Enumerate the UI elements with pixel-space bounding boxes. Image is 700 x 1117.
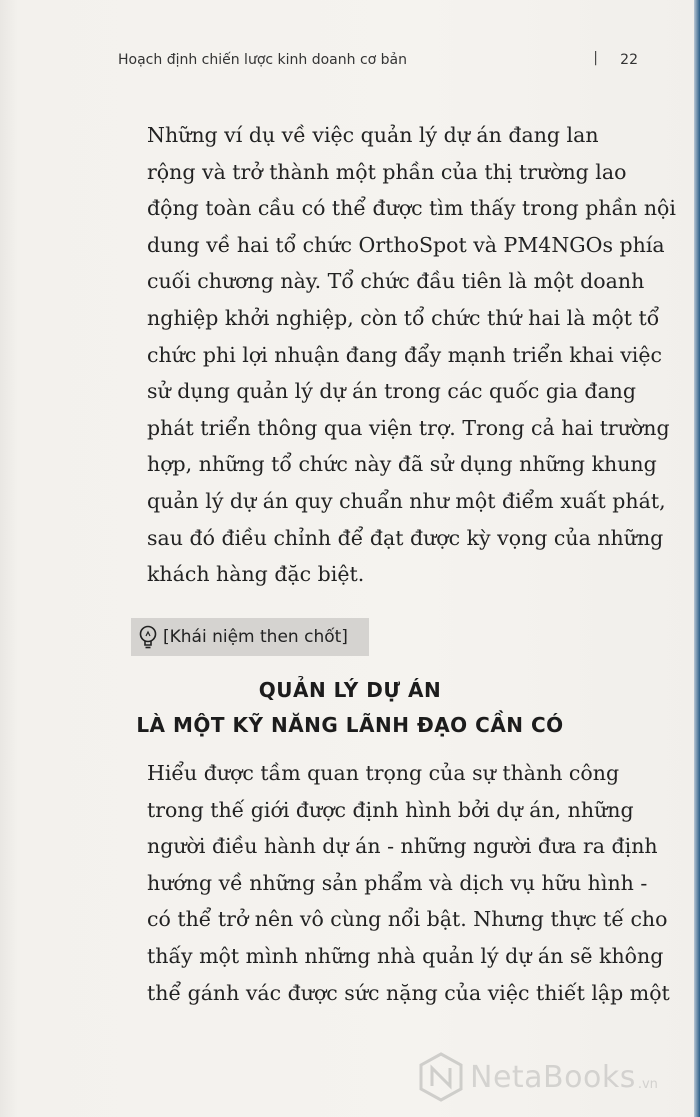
text-line: quản lý dự án quy chuẩn như một điểm xuất phát,	[147, 488, 666, 513]
text-line: có thể trở nên vô cùng nổi bật. Nhưng thực tế cho	[147, 907, 668, 932]
section-heading-line-1: QUẢN LÝ DỰ ÁN	[258, 678, 442, 702]
text-line: rộng và trở thành một phần của thị trường lao	[147, 159, 627, 184]
text-line: người điều hành dự án - những người đưa ra định	[147, 834, 658, 859]
text-line: thấy một mình những nhà quản lý dự án sẽ không	[147, 943, 664, 968]
text-line: khách hàng đặc biệt.	[147, 562, 365, 587]
text-line: hợp, những tổ chức này đã sử dụng những khung	[147, 452, 657, 477]
netabooks-logo-icon	[418, 1052, 464, 1102]
text-line: dung về hai tổ chức OrthoSpot và PM4NGOs phía	[147, 232, 665, 257]
lightbulb-icon	[137, 624, 159, 650]
text-line: trong thế giới được định hình bởi dự án, những	[147, 797, 634, 822]
section-heading-line-2: LÀ MỘT KỸ NĂNG LÃNH ĐẠO CẦN CÓ	[136, 713, 564, 737]
paragraph-1	[147, 117, 676, 593]
text-line: cuối chương này. Tổ chức đầu tiên là một doanh	[147, 269, 645, 294]
running-title: Hoạch định chiến lược kinh doanh cơ bản	[118, 52, 408, 68]
watermark	[418, 1050, 688, 1104]
text-line: hướng về những sản phẩm và dịch vụ hữu hình -	[147, 870, 648, 895]
running-header	[118, 52, 638, 74]
text-line: chức phi lợi nhuận đang đẩy mạnh triển khai việc	[147, 342, 662, 367]
text-line: sau đó điều chỉnh để đạt được kỳ vọng của những	[147, 525, 664, 550]
text-line: động toàn cầu có thể được tìm thấy trong phần nội	[147, 196, 676, 221]
paragraph-2	[147, 755, 670, 1011]
text-line: thể gánh vác được sức nặng của việc thiết lập một	[147, 980, 670, 1005]
text-line: sử dụng quản lý dự án trong các quốc gia đang	[147, 379, 636, 404]
page-number: 22	[620, 52, 638, 68]
page-edge	[694, 0, 700, 1117]
text-line: Những ví dụ về việc quản lý dự án đang lan	[147, 123, 599, 147]
watermark-suffix: .vn	[637, 1076, 658, 1092]
text-line: Hiểu được tầm quan trọng của sự thành công	[147, 761, 620, 785]
text-line: nghiệp khởi nghiệp, còn tổ chức thứ hai là một tổ	[147, 305, 660, 330]
header-separator: |	[593, 50, 598, 66]
text-line: phát triển thông qua viện trợ. Trong cả hai trường	[147, 415, 670, 440]
watermark-text: NetaBooks	[470, 1059, 636, 1095]
key-concept-text: [Khái niệm then chốt]	[163, 627, 348, 647]
key-concept-label	[131, 618, 369, 656]
